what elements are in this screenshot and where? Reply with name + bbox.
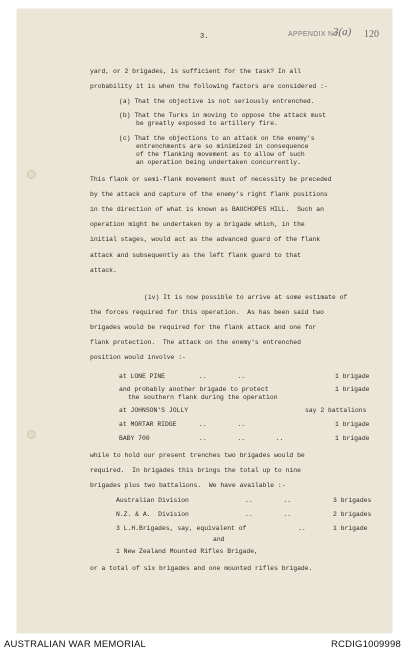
position-dots: .. .. .. xyxy=(199,435,284,442)
position-name: at JOHNSON'S JOLLY xyxy=(119,407,189,414)
text-line: yard, or 2 brigades, is sufficient for the task? In all xyxy=(90,68,301,75)
appendix-value: 3(a) xyxy=(333,26,352,38)
text-line: operation might be undertaken by a brigade which, in the xyxy=(90,221,305,228)
position-qty: 1 brigade xyxy=(335,373,370,380)
text-line: and xyxy=(213,536,225,543)
text-line: in the direction of what is known as BAUCHOPES HILL. Such an xyxy=(90,206,324,213)
text-line: probability it is when the following factors are considered :- xyxy=(90,83,328,90)
text-line: by the attack and capture of the enemy's right flank positions xyxy=(90,191,328,198)
text-line: entrenchments are so minimized in consequence xyxy=(136,143,309,150)
text-line: brigades plus two battalions. We have available :- xyxy=(90,482,286,489)
text-line: required. In brigades this brings the total up to nine xyxy=(90,467,301,474)
text-line: of the flanking movement as to allow of such xyxy=(136,151,305,158)
available-qty: 3 brigades xyxy=(333,497,372,504)
text-line: position would involve :- xyxy=(90,354,186,361)
text-line: initial stages, would act as the advanced guard of the flank xyxy=(90,236,321,243)
available-name: N.Z. & A. Division xyxy=(116,511,189,518)
text-line: an operation being undertaken concurrently. xyxy=(136,159,301,166)
folio-number: 120 xyxy=(364,29,379,40)
available-name: 3 L.H.Brigades, say, equivalent of xyxy=(116,525,247,532)
available-qty: 2 brigades xyxy=(333,511,372,518)
available-name: Australian Division xyxy=(116,497,189,504)
available-qty: 1 brigade xyxy=(333,525,368,532)
position-name: at LONE PINE xyxy=(119,373,166,380)
position-name: BABY 700 xyxy=(119,435,150,442)
position-qty: say 2 battalions xyxy=(305,407,367,414)
archive-credit: AUSTRALIAN WAR MEMORIAL xyxy=(4,639,147,650)
text-line: attack and subsequently as the left flank guard to that xyxy=(90,252,301,259)
text-line: (a) That the objective is not seriously entrenched. xyxy=(119,98,315,105)
text-line: brigades would be required for the flank attack and one for xyxy=(90,324,317,331)
punch-hole xyxy=(27,430,36,439)
text-line: while to hold our present trenches two brigades would be xyxy=(90,452,305,459)
text-line: 1 New Zealand Mounted Rifles Brigade, xyxy=(116,548,258,555)
text-line: the forces required for this operation. As has been said two xyxy=(90,309,324,316)
position-name: the southern flank during the operation xyxy=(128,394,278,401)
punch-hole xyxy=(27,170,36,179)
text-line: flank protection. The attack on the enemy's entrenched xyxy=(90,339,301,346)
text-line: (iv) It is now possible to arrive at some estimate of xyxy=(144,294,348,301)
text-line: (c) That the objections to an attack on the enemy's xyxy=(119,135,315,142)
position-name: and probably another brigade to protect xyxy=(119,386,269,393)
position-dots: .. .. xyxy=(199,373,246,380)
archive-id: RCDIG1009998 xyxy=(331,639,401,650)
text-line: This flank or semi-flank movement must of necessity be preceded xyxy=(90,176,332,183)
text-line: (b) That the Turks in moving to oppose the attack must xyxy=(119,112,327,119)
appendix-label: APPENDIX No. xyxy=(288,31,340,38)
position-name: at MORTAR RIDGE xyxy=(119,421,177,428)
text-line: or a total of six brigades and one mounted rifles brigade. xyxy=(90,565,313,572)
available-dots: .. xyxy=(298,525,306,532)
text-line: attack. xyxy=(90,267,117,274)
position-dots: .. .. xyxy=(199,421,246,428)
position-qty: 1 brigade xyxy=(335,435,370,442)
available-dots: .. .. xyxy=(245,497,292,504)
position-qty: 1 brigade xyxy=(335,421,370,428)
position-qty: 1 brigade xyxy=(335,386,370,393)
text-line: be greatly exposed to artillery fire. xyxy=(136,120,278,127)
available-dots: .. .. xyxy=(245,511,292,518)
page-number: 3. xyxy=(200,33,209,41)
